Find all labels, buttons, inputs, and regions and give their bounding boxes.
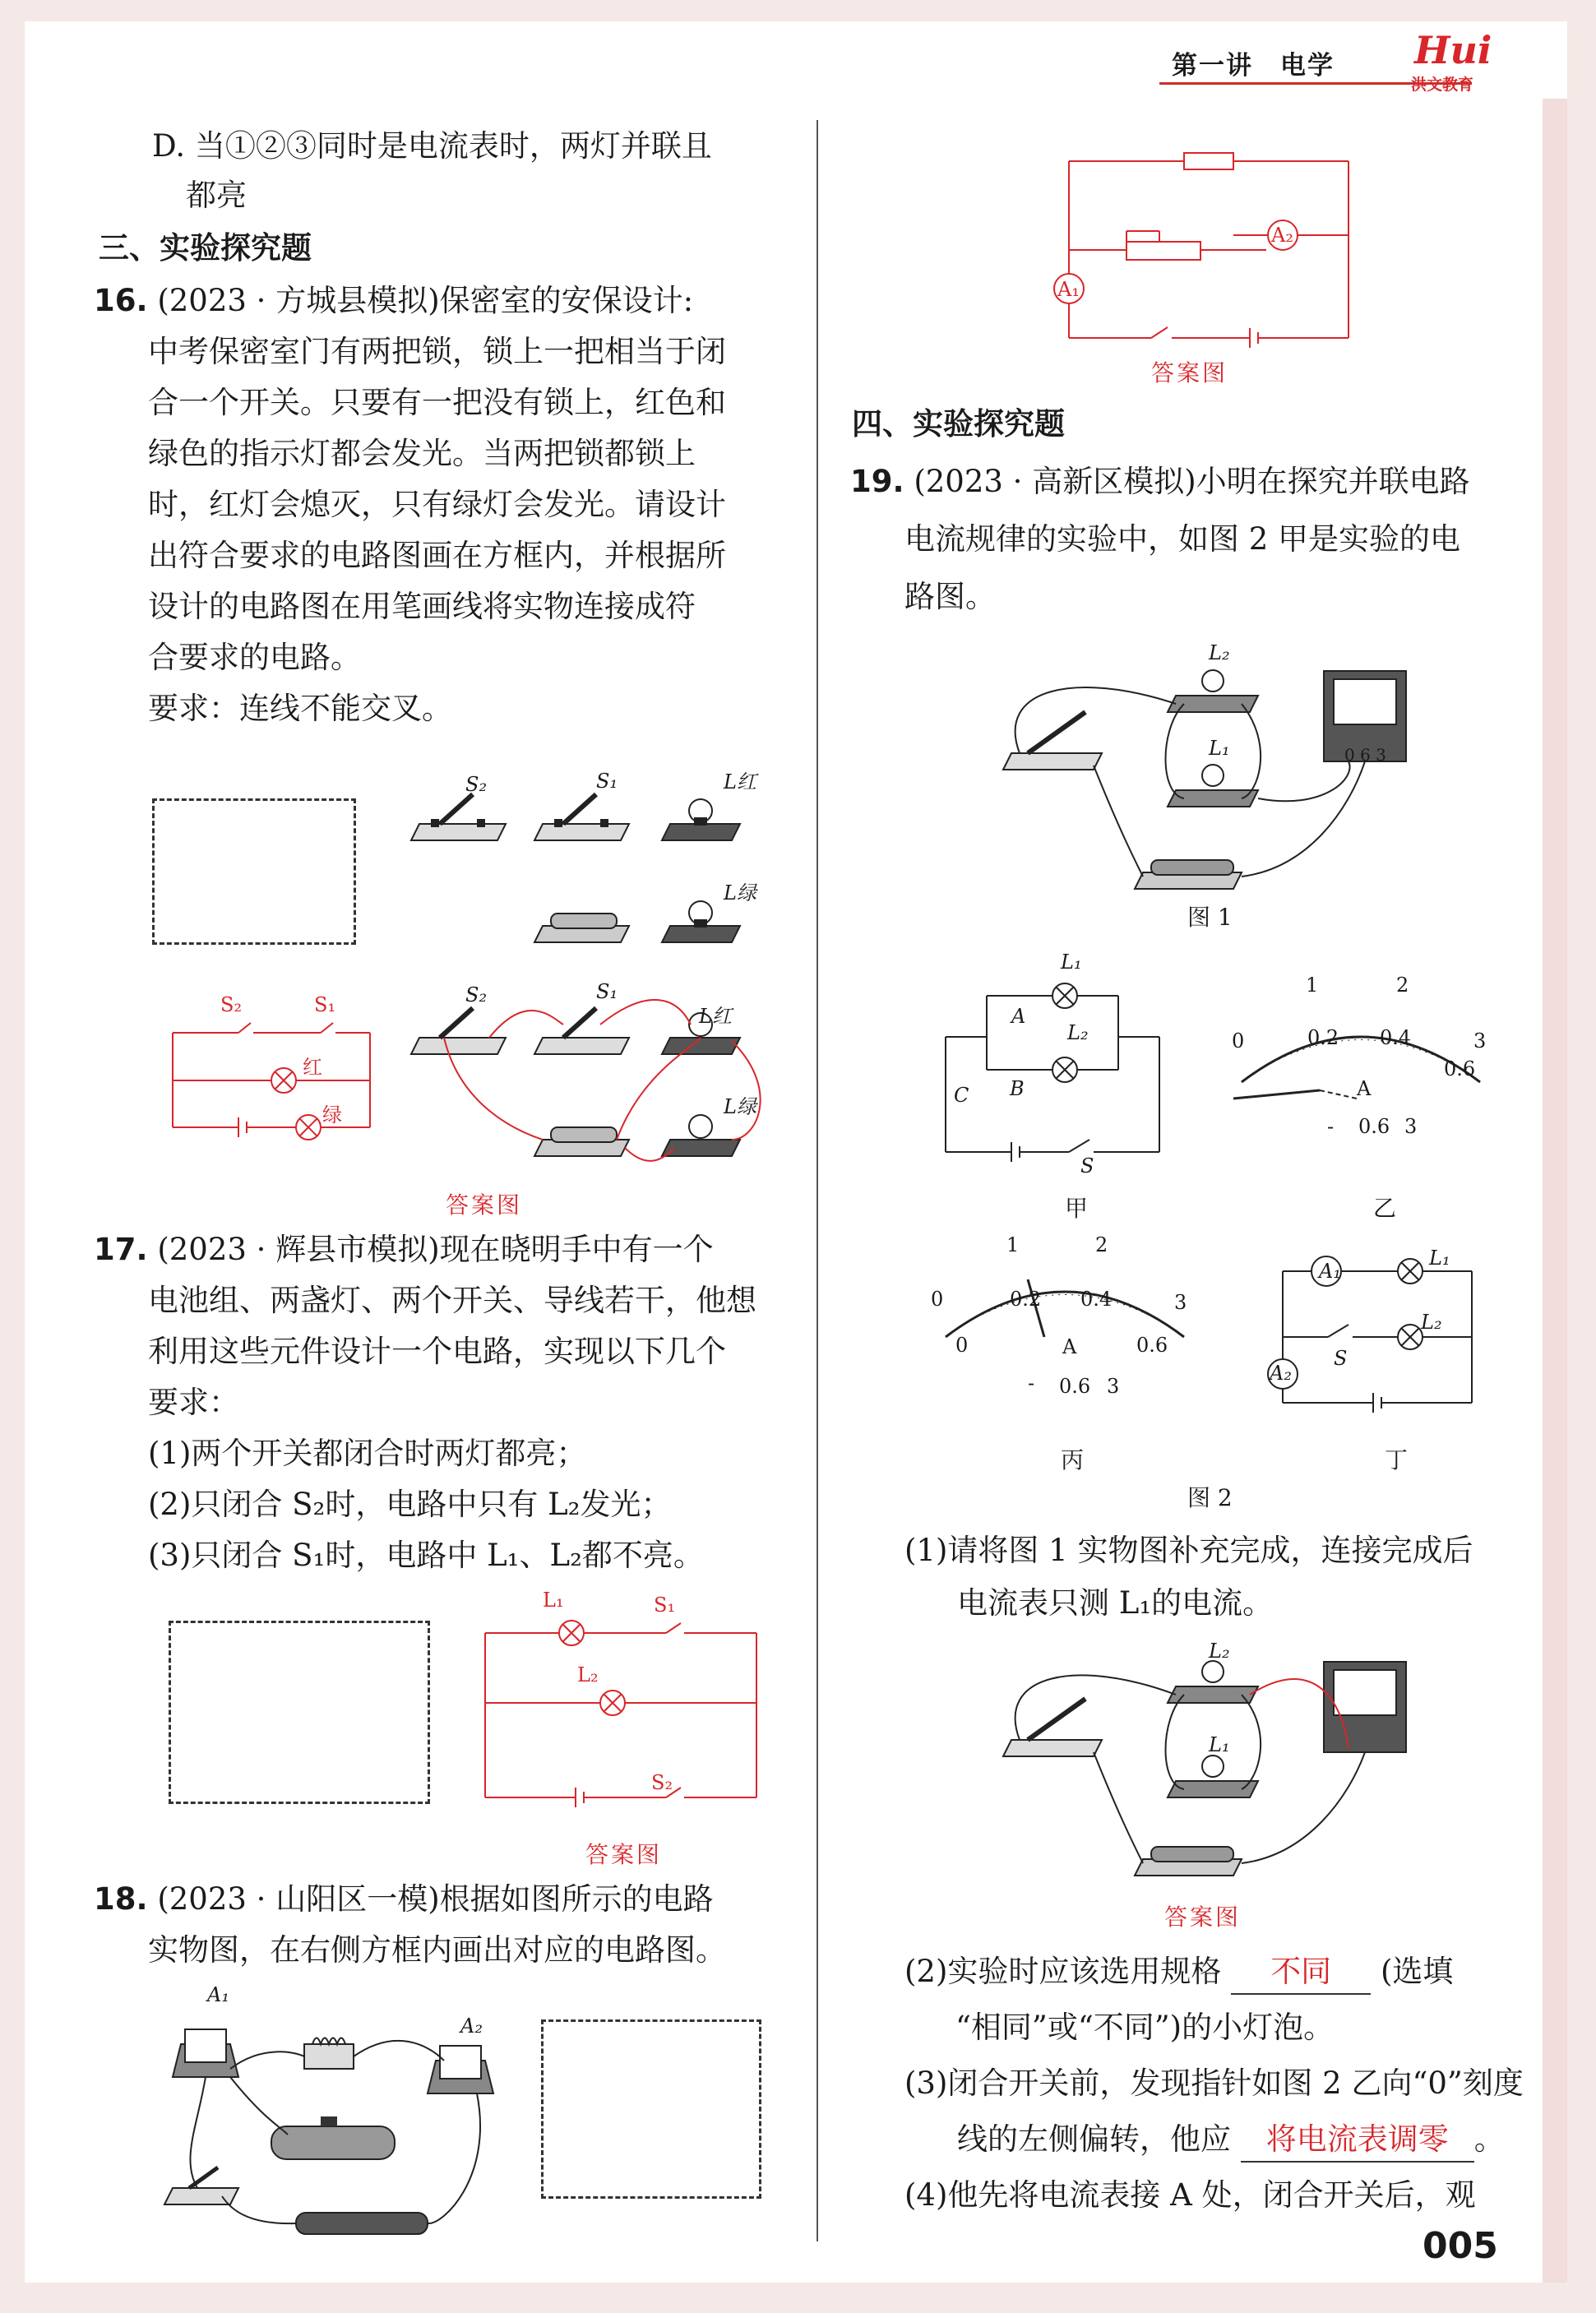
q16-answer-switch-s2 <box>411 1008 506 1054</box>
fig2-bing-tick-06: 0.6 <box>1136 1334 1168 1357</box>
q18-switch <box>164 2167 238 2204</box>
q18-ammeter-a1 <box>173 2029 238 2077</box>
fig2-bing-tick-3: 3 <box>1174 1291 1187 1314</box>
q16-ans-label-s1: S₁ <box>596 980 618 1003</box>
brand-logo-script: Hui <box>1414 28 1492 72</box>
brand-logo-text: 洪文教育 <box>1411 76 1474 94</box>
fig2-bing-tick-b0: 0 <box>955 1334 969 1357</box>
q19-line2: 电流规律的实验中，如图 2 甲是实验的电 <box>904 521 1461 557</box>
q15-option-d-line2: 都亮 <box>186 178 247 213</box>
q16-label-s2: S₂ <box>465 773 488 796</box>
q18-answer-caption: 答案图 <box>1151 359 1228 386</box>
fig1-caption: 图 1 <box>1187 904 1233 931</box>
q17-req1: (1)两个开关都闭合时两灯都亮； <box>148 1436 587 1471</box>
q17-answer-box[interactable] <box>169 1621 430 1804</box>
q18-ans-label-a1: A₁ <box>1057 278 1080 301</box>
q19-part1-line1: (1)请将图 1 实物图补充完成，连接完成后 <box>904 1533 1473 1568</box>
q18-lamp <box>304 2038 354 2070</box>
page-number: 005 <box>1423 2225 1498 2267</box>
q16-battery <box>534 914 629 942</box>
fig2-bing-terminal: A <box>1062 1335 1077 1358</box>
q19-part4-line1: (4)他先将电流表接 A 处，闭合开关后，观 <box>904 2177 1476 2213</box>
fig2-yi-term-neg: - <box>1327 1115 1335 1138</box>
fig1-switch <box>1003 712 1102 770</box>
q16-answer-box[interactable] <box>152 798 356 945</box>
fig2-yi-tick-04: 0.4 <box>1380 1026 1412 1049</box>
q16-ans-label-lgreen: L绿 <box>724 1095 756 1118</box>
fig1-label-l2: L₂ <box>1209 641 1230 664</box>
q19-number: 19. <box>850 464 904 499</box>
fig2-caption: 图 2 <box>1187 1484 1233 1511</box>
q18-label-a1: A₁ <box>207 1983 229 2006</box>
q19-line1-text: (2023 · 高新区模拟)小明在探究并联电路 <box>914 464 1470 499</box>
q19-part1-caption: 答案图 <box>1164 1904 1242 1931</box>
q17-line3: 利用这些元件设计一个电路，实现以下几个 <box>148 1334 726 1369</box>
q16-switch-s2 <box>411 794 506 840</box>
q16-answer-lamp-green <box>662 1115 740 1156</box>
q18-number: 18. <box>94 1881 148 1917</box>
q16-line6: 出符合要求的电路图画在方框内，并根据所 <box>148 538 726 573</box>
q17-answer-caption: 答案图 <box>585 1841 663 1868</box>
fig2-yi-pointer <box>1233 1090 1320 1099</box>
fig2-yi-tick-1: 1 <box>1306 974 1319 997</box>
fig2-bing-tick-04: 0.4 <box>1080 1288 1113 1311</box>
q16-line1 <box>94 280 693 322</box>
q19-line1 <box>850 460 1470 503</box>
fig1-label-l1: L₁ <box>1209 737 1230 760</box>
q16-ckt-label-green: 绿 <box>322 1103 342 1126</box>
q19-part1-line2: 电流表只测 L₁的电流。 <box>957 1585 1274 1621</box>
fig2-yi-caption: 乙 <box>1373 1195 1397 1222</box>
q17-line4: 要求： <box>148 1385 239 1420</box>
q19-part2-answer[interactable]: 不同 <box>1231 1950 1371 1995</box>
q16-label-lred: L红 <box>724 770 756 793</box>
fig2-ding-a1: A₁ <box>1319 1260 1341 1283</box>
q18-line2: 实物图，在右侧方框内画出对应的电路图。 <box>148 1932 726 1968</box>
q17-answer-circuit <box>460 1600 789 1822</box>
fig2-ding-l2: L₂ <box>1421 1311 1442 1334</box>
fig2-ding-a2: A₂ <box>1270 1362 1292 1385</box>
q15-option-d-line1: D. 当①②③同时是电流表时，两灯并联且 <box>152 128 712 164</box>
edge-strip <box>1543 99 1567 2283</box>
q17-label-l2: L₂ <box>577 1663 599 1686</box>
q16-line7: 设计的电路图在用笔画线将实物连接成符 <box>148 589 696 624</box>
fig2-yi-term-3: 3 <box>1404 1115 1418 1138</box>
q16-line8: 合要求的电路。 <box>148 640 361 675</box>
fig2-bing-tick-02: 0.2 <box>1010 1288 1042 1311</box>
q16-line3: 合一个开关。只要有一把没有锁上，红色和 <box>148 385 726 420</box>
fig2-jia-s: S <box>1080 1154 1094 1177</box>
q19-line3: 路图。 <box>904 579 996 614</box>
fig2-bing-tick-2: 2 <box>1095 1233 1108 1256</box>
fig2-jia-l2: L₂ <box>1067 1021 1089 1044</box>
q19-part3-post: 。 <box>1473 2121 1505 2157</box>
section-4-title: 四、实验探究题 <box>852 406 1065 442</box>
q16-ckt-label-s1: S₁ <box>314 993 336 1016</box>
part1-label-l1: L₁ <box>1209 1733 1230 1756</box>
fig2-bing-term-neg: - <box>1028 1372 1035 1395</box>
q19-part3-line1: (3)闭合开关前，发现指针如图 2 乙向“0”刻度 <box>904 2066 1524 2101</box>
fig2-yi-tick-2: 2 <box>1396 974 1409 997</box>
page-header <box>25 21 1567 99</box>
q17-label-s1: S₁ <box>654 1594 676 1617</box>
q16-number: 16. <box>94 283 148 318</box>
fig2-yi-terminal: A <box>1357 1077 1372 1100</box>
part1-switch <box>1003 1699 1102 1756</box>
q18-label-a2: A₂ <box>460 2015 483 2038</box>
q17-number: 17. <box>94 1232 148 1267</box>
q19-figure1 <box>995 646 1439 909</box>
fig2-yi-tick-02: 0.2 <box>1307 1026 1339 1049</box>
fig1-meter-scale: 0 6 3 <box>1344 745 1386 765</box>
q18-line1 <box>94 1878 714 1921</box>
fig2-ding-s: S <box>1334 1347 1348 1370</box>
q19-part2-line1 <box>904 1950 1453 1995</box>
q19-part2-post: (选填 <box>1380 1954 1454 1989</box>
q16-answer-circuit <box>148 992 395 1156</box>
chapter-title: 第一讲 电学 <box>1172 51 1335 81</box>
q19-part2-pre: (2)实验时应该选用规格 <box>904 1954 1222 1989</box>
fig1-lamp-l1 <box>1168 765 1258 807</box>
q16-switch-s1 <box>534 794 629 840</box>
q17-line1-text: (2023 · 辉县市模拟)现在晓明手中有一个 <box>157 1232 714 1267</box>
q16-lamp-red <box>662 799 740 840</box>
q16-ckt-label-s2: S₂ <box>220 993 243 1016</box>
q19-part2-line2: “相同”或“不同”)的小灯泡。 <box>955 2010 1335 2045</box>
q18-answer-box[interactable] <box>541 2019 761 2199</box>
q18-ans-label-a2: A₂ <box>1271 224 1293 247</box>
q16-requirement: 要求：连线不能交叉。 <box>148 691 452 726</box>
fig2-jia-circuit <box>937 959 1184 1205</box>
q18-line1-text: (2023 · 山阳区一模)根据如图所示的电路 <box>157 1881 714 1917</box>
q16-components <box>395 745 822 1173</box>
fig2-jia-b: B <box>1010 1077 1025 1100</box>
part1-lamp-l1 <box>1168 1756 1258 1797</box>
q16-answer-caption: 答案图 <box>446 1191 523 1219</box>
workbook-page <box>25 21 1567 2283</box>
q17-label-l1: L₁ <box>543 1589 564 1612</box>
q17-line1 <box>94 1228 714 1271</box>
fig1-wires <box>1015 687 1365 877</box>
q18-battery <box>296 2213 428 2234</box>
q16-ckt-label-red: 红 <box>303 1056 322 1079</box>
q16-line5: 时，红灯会熄灭，只有绿灯会发光。请设计 <box>148 487 726 522</box>
q16-answer-battery <box>534 1127 629 1156</box>
q16-line1-text: (2023 · 方城县模拟)保密室的安保设计: <box>157 283 694 318</box>
fig2-yi-term-06: 0.6 <box>1358 1115 1390 1138</box>
fig2-jia-l1: L₁ <box>1061 951 1082 974</box>
q16-line4: 绿色的指示灯都会发光。当两把锁都锁上 <box>148 436 696 471</box>
q16-label-s1: S₁ <box>596 770 618 793</box>
q16-line2: 中考保密室门有两把锁，锁上一把相当于闭 <box>148 334 726 369</box>
fig2-jia-c: C <box>954 1084 969 1107</box>
fig2-bing-caption: 丙 <box>1061 1446 1085 1473</box>
q17-label-s2: S₂ <box>651 1771 673 1794</box>
fig2-bing-tick-1: 1 <box>1006 1233 1020 1256</box>
q19-part3-line2 <box>957 2118 1505 2163</box>
fig2-jia-a: A <box>1011 1005 1026 1028</box>
fig2-yi-tick-3: 3 <box>1473 1029 1487 1052</box>
q16-ans-label-lred: L红 <box>699 1005 732 1028</box>
fig2-jia-caption: 甲 <box>1065 1195 1089 1222</box>
q18-answer-circuit <box>1036 128 1365 359</box>
fig2-ding-circuit <box>1250 1238 1513 1436</box>
fig2-ding-caption: 丁 <box>1385 1446 1409 1473</box>
q18-ammeter-a2 <box>428 2046 493 2093</box>
q19-part3-answer[interactable]: 将电流表调零 <box>1241 2118 1474 2163</box>
fig2-bing-term-06: 0.6 <box>1059 1375 1091 1398</box>
fig1-battery <box>1135 860 1242 889</box>
fig2-ding-l1: L₁ <box>1429 1247 1450 1270</box>
fig2-bing-tick-0: 0 <box>931 1288 944 1311</box>
q18-rheostat <box>271 2116 395 2159</box>
q16-ans-label-s2: S₂ <box>465 983 488 1006</box>
q16-lamp-green <box>662 901 740 942</box>
q18-physical-circuit <box>148 1995 543 2241</box>
q16-label-lgreen: L绿 <box>724 881 756 904</box>
fig2-bing-term-3: 3 <box>1107 1375 1120 1398</box>
part1-battery <box>1135 1847 1242 1876</box>
q17-line2: 电池组、两盏灯、两个开关、导线若干，他想 <box>148 1283 756 1318</box>
q19-part1-answer-circuit <box>995 1641 1439 1896</box>
part1-label-l2: L₂ <box>1209 1640 1230 1663</box>
fig2-yi-tick-0: 0 <box>1232 1029 1245 1052</box>
column-divider <box>817 120 818 2241</box>
q19-part3-pre: 线的左侧偏转，他应 <box>957 2121 1231 2157</box>
fig2-yi-tick-06: 0.6 <box>1444 1057 1476 1080</box>
q17-req3: (3)只闭合 S₁时，电路中 L₁、L₂都不亮。 <box>148 1538 704 1573</box>
q17-req2: (2)只闭合 S₂时，电路中只有 L₂发光； <box>148 1487 672 1522</box>
section-3-title: 三、实验探究题 <box>99 230 312 266</box>
